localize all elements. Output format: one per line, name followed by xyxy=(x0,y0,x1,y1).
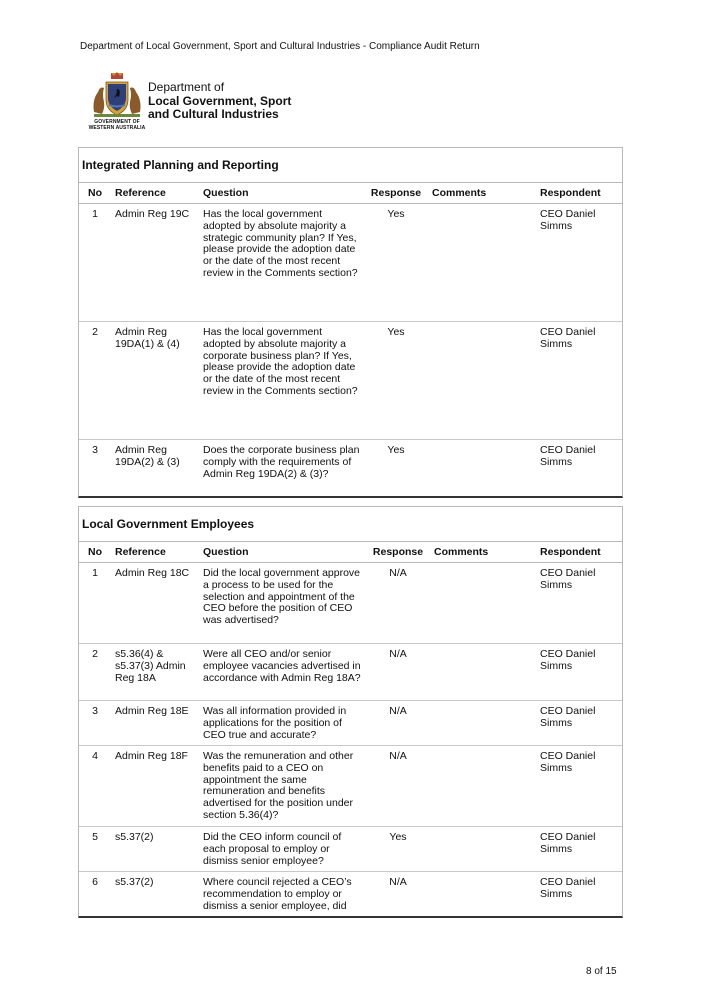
table-row xyxy=(79,204,622,322)
column-header-reference: Reference xyxy=(111,542,199,563)
cell-reference: Admin Reg 18C xyxy=(111,563,199,644)
table-row xyxy=(79,701,622,746)
cell-comments xyxy=(428,204,536,322)
cell-reference: Admin Reg 19DA(1) & (4) xyxy=(111,322,199,440)
cell-comments xyxy=(430,701,536,746)
cell-response: Yes xyxy=(364,322,428,440)
section-title: Local Government Employees xyxy=(79,507,622,542)
audit-table xyxy=(79,542,622,916)
cell-response: N/A xyxy=(366,701,430,746)
wa-crest-icon xyxy=(86,72,148,120)
cell-respondent: CEO Daniel Simms xyxy=(536,701,622,746)
cell-response: N/A xyxy=(366,746,430,827)
cell-no: 2 xyxy=(79,322,111,440)
department-logo xyxy=(84,72,314,134)
cell-reference: s5.37(2) xyxy=(115,876,154,888)
table-header-row xyxy=(79,183,622,204)
table-header-row xyxy=(79,542,622,563)
cell-no: 4 xyxy=(79,746,111,827)
column-header-no: No xyxy=(79,183,111,204)
cell-comments xyxy=(430,563,536,644)
cell-respondent: CEO Daniel Simms xyxy=(540,876,596,900)
department-name-line1: Department of xyxy=(148,80,225,94)
cell-question: Has the local government adopted by absolute majority a corporate business plan? If Yes, please provide the adoption date or the date of the most recent review in the Comments section? xyxy=(199,322,364,440)
cell-respondent: CEO Daniel Simms xyxy=(536,204,622,322)
cell-no: 3 xyxy=(79,701,111,746)
table-row xyxy=(79,563,622,644)
column-header-question: Question xyxy=(199,183,364,204)
table-row xyxy=(79,746,622,827)
cell-response: N/A xyxy=(366,644,430,701)
cell-question: Did the CEO inform council of each proposal to employ or dismiss senior employee? xyxy=(199,827,366,872)
cell-reference: Admin Reg 19C xyxy=(111,204,199,322)
cell-reference: Admin Reg 19DA(2) & (3) xyxy=(115,444,180,468)
cell-question: Where council rejected a CEO’s recommendation to employ or dismiss a senior employee, did xyxy=(203,876,352,912)
section-title: Integrated Planning and Reporting xyxy=(79,148,622,183)
table-row xyxy=(79,322,622,440)
column-header-reference: Reference xyxy=(111,183,199,204)
cell-response: N/A xyxy=(389,876,407,888)
cell-comments xyxy=(428,440,536,496)
cell-comments xyxy=(430,746,536,827)
section-integrated-planning xyxy=(78,147,623,498)
cell-reference: s5.36(4) & s5.37(3) Admin Reg 18A xyxy=(111,644,199,701)
cell-comments xyxy=(430,827,536,872)
table-row xyxy=(79,440,622,496)
cell-question: Did the local government approve a process to be used for the selection and appointment of the CEO before the position of CEO was advertised? xyxy=(199,563,366,644)
cell-comments xyxy=(430,644,536,701)
audit-table xyxy=(79,183,622,496)
cell-respondent: CEO Daniel Simms xyxy=(536,746,622,827)
column-header-response: Response xyxy=(364,183,428,204)
document-header: Department of Local Government, Sport and Cultural Industries - Compliance Audit Return xyxy=(80,41,480,52)
table-row xyxy=(79,872,622,916)
cell-reference: Admin Reg 18E xyxy=(111,701,199,746)
page-number: 8 of 15 xyxy=(586,966,617,977)
cell-reference: s5.37(2) xyxy=(111,827,199,872)
cell-question: Does the corporate business plan comply with the requirements of Admin Reg 19DA(2) & (3)? xyxy=(203,444,360,480)
crest-caption xyxy=(86,119,148,131)
table-row xyxy=(79,644,622,701)
cell-reference: Admin Reg 18F xyxy=(111,746,199,827)
cell-question: Were all CEO and/or senior employee vacancies advertised in accordance with Admin Reg 18A? xyxy=(199,644,366,701)
cell-respondent: CEO Daniel Simms xyxy=(540,444,596,468)
cell-respondent: CEO Daniel Simms xyxy=(536,322,622,440)
cell-response: Yes xyxy=(366,827,430,872)
department-name-line2: Local Government, Sport xyxy=(148,93,292,108)
cell-comments xyxy=(430,872,536,916)
cell-no: 3 xyxy=(92,444,98,456)
cell-respondent: CEO Daniel Simms xyxy=(536,563,622,644)
section-local-government-employees xyxy=(78,506,623,918)
column-header-response: Response xyxy=(366,542,430,563)
cell-question: Was all information provided in applications for the position of CEO true and accurate? xyxy=(199,701,366,746)
department-name xyxy=(148,81,291,122)
cell-response: Yes xyxy=(387,444,405,456)
cell-question: Has the local government adopted by absolute majority a strategic community plan? If Yes, please provide the adoption date or the date of the most recent review in the Comments section? xyxy=(199,204,364,322)
column-header-respondent: Respondent xyxy=(536,183,622,204)
cell-no: 1 xyxy=(79,563,111,644)
column-header-question: Question xyxy=(199,542,366,563)
cell-question: Was the remuneration and other benefits paid to a CEO on appointment the same remuneration and benefits advertised for the position under section 5.36(4)? xyxy=(199,746,366,827)
crest-caption-line2: WESTERN AUSTRALIA xyxy=(88,125,146,131)
cell-comments xyxy=(428,322,536,440)
cell-no: 1 xyxy=(79,204,111,322)
column-header-respondent: Respondent xyxy=(536,542,622,563)
column-header-comments: Comments xyxy=(430,542,536,563)
department-name-line3: and Cultural Industries xyxy=(148,107,279,121)
cell-response: Yes xyxy=(364,204,428,322)
column-header-no: No xyxy=(79,542,111,563)
crest-caption-line1: GOVERNMENT OF xyxy=(94,119,140,125)
cell-respondent: CEO Daniel Simms xyxy=(536,827,622,872)
cell-no: 6 xyxy=(92,876,98,888)
column-header-comments: Comments xyxy=(428,183,536,204)
cell-no: 2 xyxy=(79,644,111,701)
cell-respondent: CEO Daniel Simms xyxy=(536,644,622,701)
cell-response: N/A xyxy=(366,563,430,644)
cell-no: 5 xyxy=(79,827,111,872)
table-row xyxy=(79,827,622,872)
